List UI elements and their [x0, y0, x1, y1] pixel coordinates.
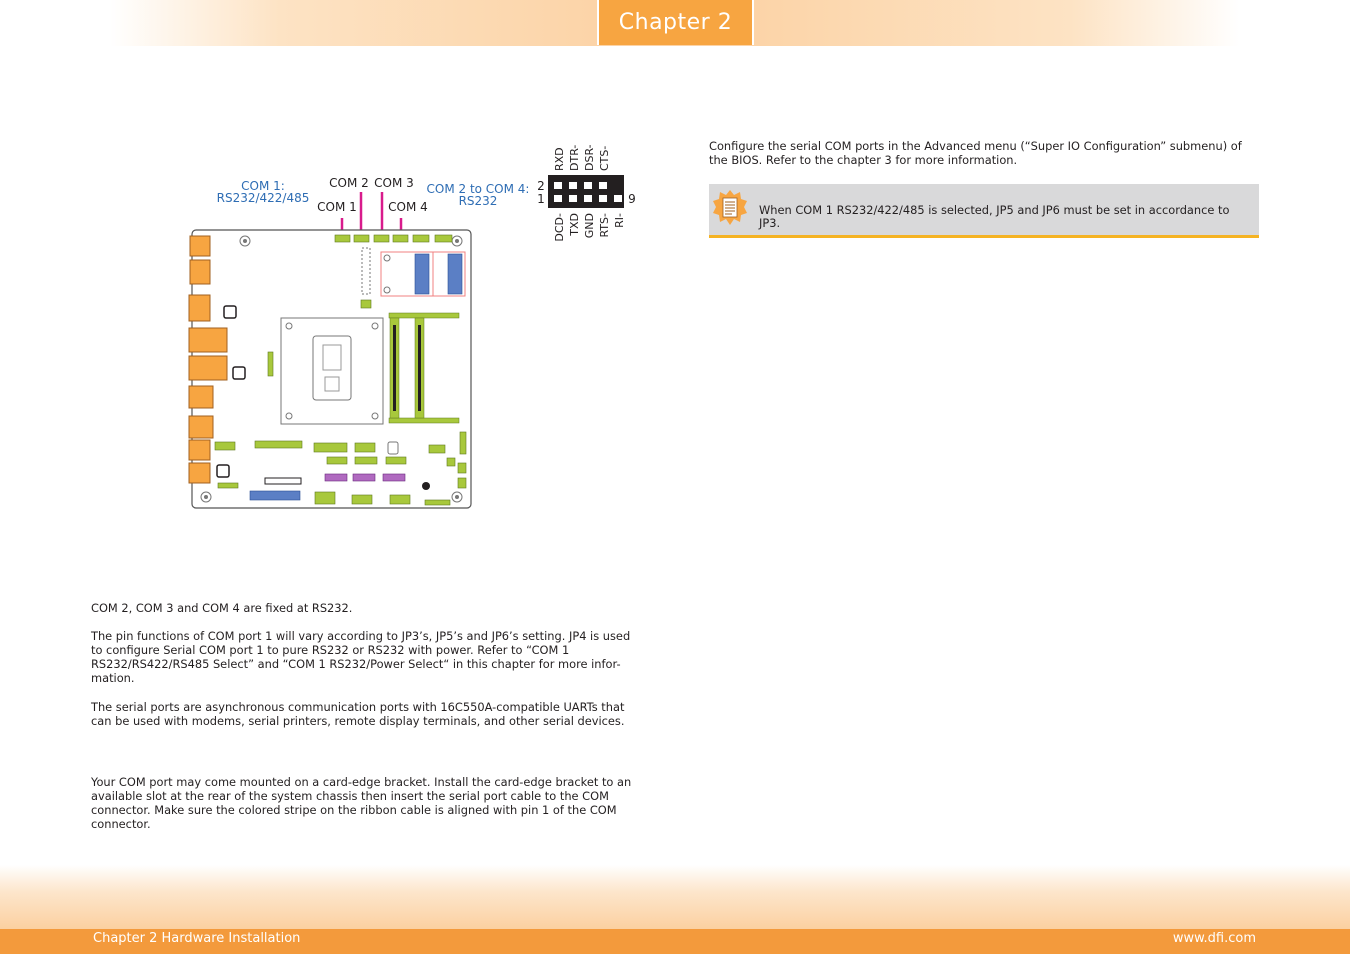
pin2-label: 2: [537, 179, 545, 193]
pin-name: DSR-: [583, 144, 596, 171]
pin-name: CTS-: [598, 145, 611, 171]
body-paragraph-4: Your COM port may come mounted on a card-edge bracket. Install the card-edge bracket to an available slot at the rear of the system chassis then insert the serial port cable to the COM connector. Make sure the colored stripe on the ribbon cable is aligned with pin 1 of the COM connector.: [91, 775, 632, 831]
body-paragraph-2: The pin functions of COM port 1 will vary according to JP3’s, JP5’s and JP6’s setting. JP4 is used to configure Serial COM port 1 to pure RS232 or RS232 with power. Refer to “COM 1 RS232/RS422/RS485 Select” and “COM 1 RS232/Power Select“ in this chapter for more infor-mation.: [91, 629, 631, 685]
note-box: [709, 184, 1259, 238]
pin1-label: 1: [537, 192, 545, 206]
note-icon: [711, 189, 749, 227]
pin-name: TXD: [568, 213, 581, 236]
footer-chapter-title: Chapter 2 Hardware Installation: [93, 931, 301, 946]
chapter-tab: Chapter 2: [597, 0, 754, 45]
footer-band: [0, 865, 1350, 931]
com-connector-diagram: [185, 140, 655, 515]
pin-name: RXD: [553, 147, 566, 171]
pin-name: RTS-: [598, 213, 611, 238]
com2to4-mode-label: RS232: [458, 194, 498, 208]
pin9-label: 9: [628, 192, 636, 206]
right-intro-text: Configure the serial COM ports in the Advanced menu (“Super IO Configuration” submenu) of the BIOS. Refer to the chapter 3 for more information.: [709, 139, 1242, 167]
com2-label: COM 2: [329, 176, 369, 190]
pin-name: GND: [583, 213, 596, 239]
body-paragraph-1: COM 2, COM 3 and COM 4 are fixed at RS232.: [91, 601, 353, 615]
motherboard-board: [189, 230, 471, 508]
pin-name: DTR-: [568, 144, 581, 171]
com3-label: COM 3: [374, 176, 414, 190]
com2to4-label: COM 2 to COM 4:: [426, 182, 530, 196]
body-paragraph-3: The serial ports are asynchronous communication ports with 16C550A-compatible UARTs that can be used with modems, serial printers, remote display terminals, and other serial devices.: [91, 700, 625, 728]
pin-name: RI-: [613, 213, 626, 228]
com-pin-header: [548, 175, 624, 208]
pin-name: DCD-: [553, 213, 566, 242]
note-text: When COM 1 RS232/422/485 is selected, JP5 and JP6 must be set in accordance to JP3.: [759, 203, 1230, 230]
com1-modes-label: RS232/422/485: [216, 191, 310, 205]
footer-website-link[interactable]: www.dfi.com: [1172, 931, 1256, 946]
com4-label: COM 4: [388, 200, 428, 214]
com1-label: COM 1:: [241, 179, 285, 193]
com1-pointer-label: COM 1: [317, 200, 357, 214]
